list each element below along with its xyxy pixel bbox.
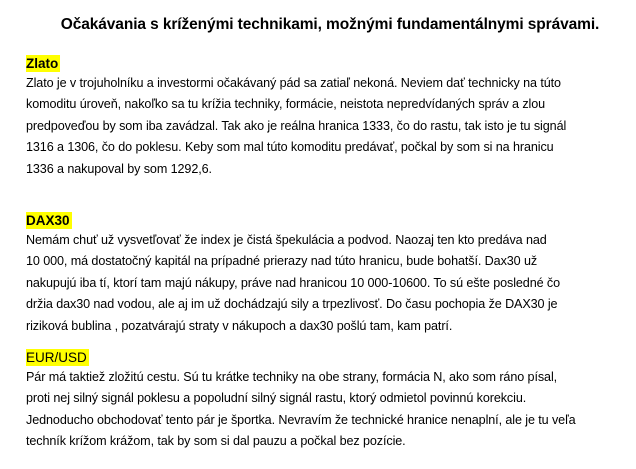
paragraph-line: 1336 a nakupoval by som 1292,6. xyxy=(26,161,212,176)
section-heading-zlato: Zlato xyxy=(26,56,59,71)
paragraph-line: riziková bublina , pozatvárajú straty v nákupoch a dax30 pošlú tam, kam patrí. xyxy=(26,318,453,333)
paragraph-line: predpoveďou by som iba zavádzal. Tak ako je reálna hranica 1333, čo do rastu, tak isto je tu signál xyxy=(26,118,567,133)
section-paragraph-zlato xyxy=(26,73,636,180)
document-title: Očakávania s kríženými technikami, možnými fundamentálnymi správami. xyxy=(60,16,600,33)
paragraph-line: 10 000, má dostatočný kapitál na prípadné prierazy nad túto hranicu, bude bohatší. Dax30 už xyxy=(26,254,538,269)
paragraph-line: Nemám chuť už vysvetľovať že index je čistá špekulácia a podvod. Naozaj ten kto predáva nad xyxy=(26,233,547,247)
section-paragraph-dax30 xyxy=(26,230,636,337)
paragraph-line: proti nej silný signál poklesu a popoludní silný signál rastu, ktorý odmietol povinnú korekciu. xyxy=(26,391,527,406)
paragraph-line: komoditu úroveň, nakoľko sa tu krížia techniky, formácie, neistota nepredvídaných správ a zlou xyxy=(26,97,546,112)
section-zlato xyxy=(26,55,636,180)
paragraph-line: nakupujú iba tí, ktorí tam majú nákupy, práve nad hranicou 10 000-10600. To sú ešte posledné čo xyxy=(26,275,561,290)
paragraph-line: 1316 a 1306, čo do poklesu. Keby som mal túto komoditu predávať, počkal by som si na hranicu xyxy=(26,140,554,155)
section-eurusd xyxy=(26,349,636,453)
paragraph-line: techník krížom krážom, tak by som si dal pauzu a počkal bez pozície. xyxy=(26,434,406,449)
paragraph-line: Zlato je v trojuholníku a investormi očakávaný pád sa zatiaľ nekoná. Neviem dať technicky na túto xyxy=(26,76,561,90)
section-paragraph-eurusd xyxy=(26,367,636,453)
paragraph-line: Pár má taktiež zložitú cestu. Sú tu krátke techniky na obe strany, formácia N, ako som ráno písal, xyxy=(26,370,558,384)
paragraph-line: Jednoducho obchodovať tento pár je športka. Nevravím že technické hranice nenaplní, ale je tu veľa xyxy=(26,412,576,427)
section-heading-eurusd: EUR/USD xyxy=(26,350,87,365)
section-dax30 xyxy=(26,212,636,337)
section-heading-dax30: DAX30 xyxy=(26,213,70,228)
paragraph-line: držia dax30 nad vodou, ale aj im už dochádzajú sily a trpezlivosť. Do času pochopia že DAX30 je xyxy=(26,297,558,312)
